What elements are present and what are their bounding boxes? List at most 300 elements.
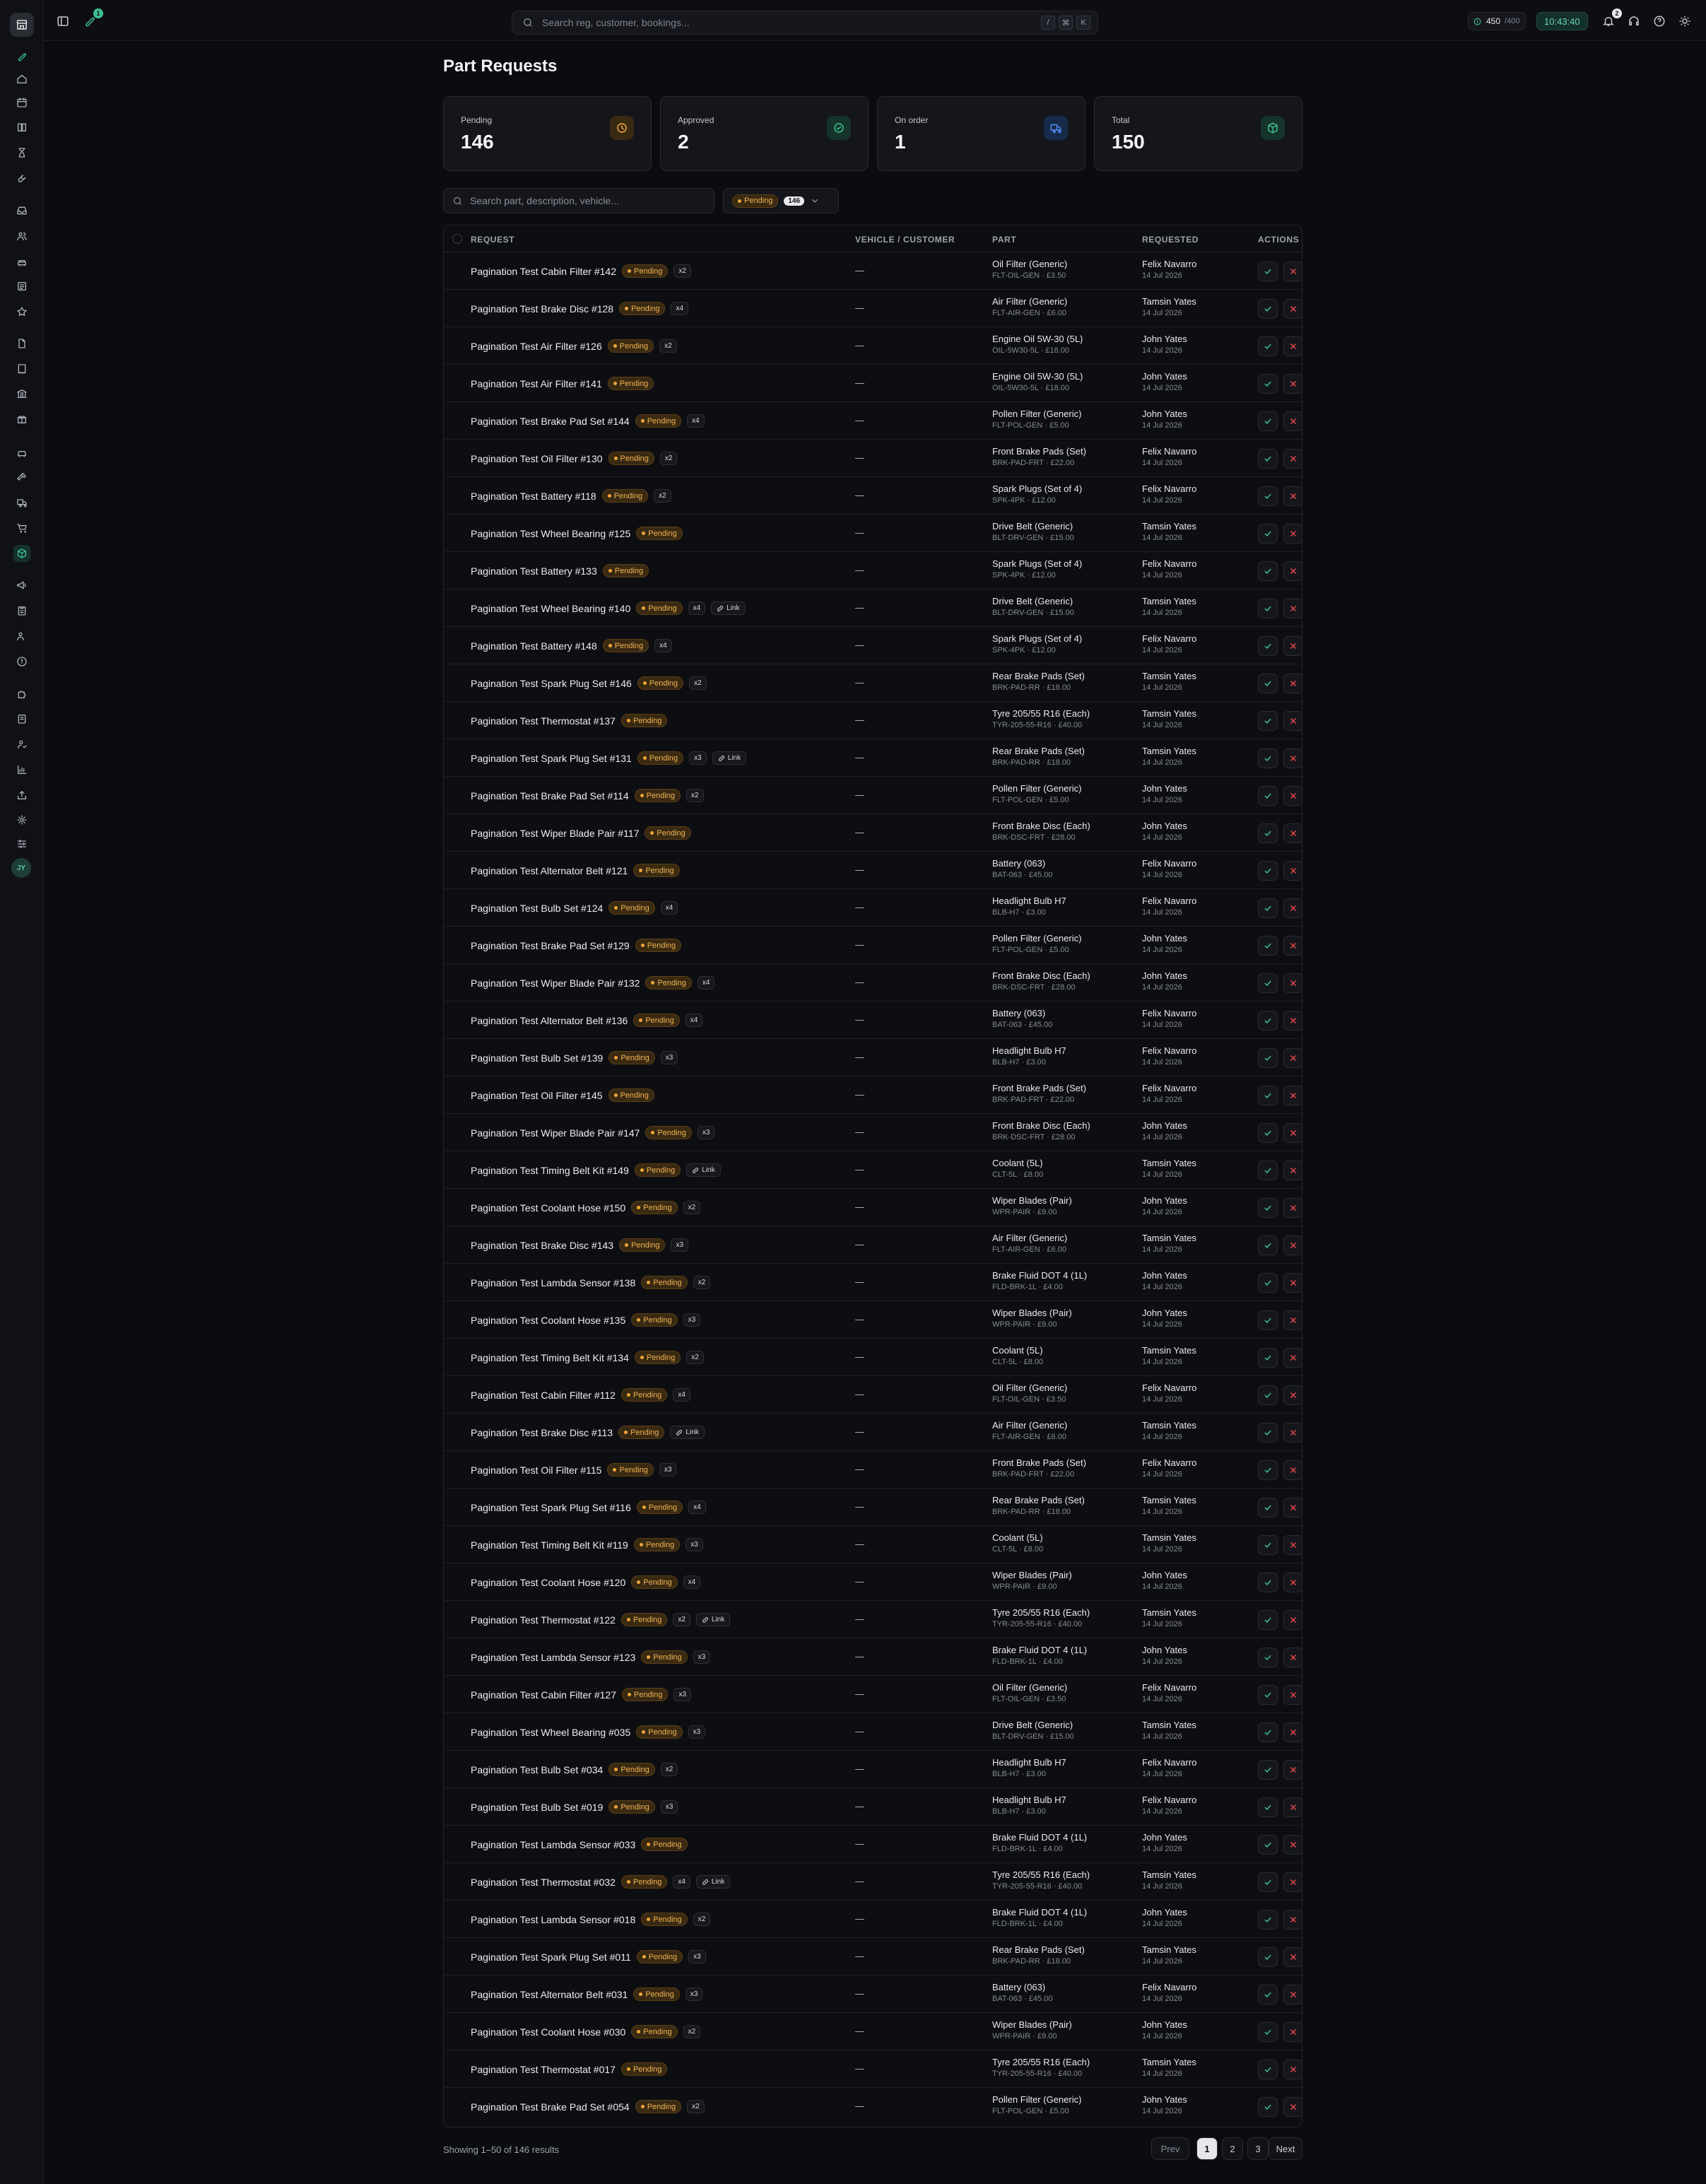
sidebar-item-book[interactable]	[13, 119, 30, 136]
request-title[interactable]: Pagination Test Oil Filter #115	[471, 1464, 602, 1476]
sidebar-item-truck[interactable]	[13, 494, 30, 511]
table-row[interactable]	[444, 777, 1302, 814]
reject-button[interactable]	[1283, 1797, 1302, 1817]
table-row[interactable]	[444, 1601, 1302, 1638]
reject-button[interactable]	[1283, 524, 1302, 544]
request-title[interactable]: Pagination Test Lambda Sensor #033	[471, 1838, 636, 1850]
status-label: Pending	[643, 1315, 672, 1325]
status-label: Pending	[657, 828, 686, 838]
next-page-button[interactable]: Next	[1269, 2137, 1302, 2160]
table-row[interactable]	[444, 2013, 1302, 2050]
table-row[interactable]	[444, 1226, 1302, 1264]
stat-card-total[interactable]	[1094, 96, 1302, 171]
requested-cell	[1142, 1907, 1187, 1928]
approve-button[interactable]	[1258, 1722, 1278, 1742]
table-row[interactable]	[444, 1751, 1302, 1788]
stat-card-pending[interactable]	[443, 96, 652, 171]
approve-button[interactable]	[1258, 1385, 1278, 1405]
table-row[interactable]	[444, 2088, 1302, 2125]
table-row[interactable]	[444, 1975, 1302, 2013]
reject-button[interactable]	[1283, 2060, 1302, 2079]
table-row[interactable]	[444, 739, 1302, 777]
table-row[interactable]	[444, 889, 1302, 927]
reject-button[interactable]	[1283, 748, 1302, 768]
request-cell	[471, 1975, 702, 2013]
link-badge[interactable]	[712, 751, 746, 765]
approve-button[interactable]	[1258, 599, 1278, 618]
table-row[interactable]	[444, 1376, 1302, 1414]
approve-button[interactable]	[1258, 1797, 1278, 1817]
sidebar-item-settings[interactable]	[13, 811, 30, 828]
sidebar-item-cart[interactable]	[13, 519, 30, 536]
reject-button[interactable]	[1283, 861, 1302, 881]
table-row[interactable]	[444, 1938, 1302, 1975]
reject-button[interactable]	[1283, 1310, 1302, 1330]
request-title[interactable]: Pagination Test Alternator Belt #136	[471, 1014, 628, 1026]
request-title[interactable]: Pagination Test Bulb Set #139	[471, 1052, 604, 1064]
calendar-icon	[16, 97, 28, 108]
sidebar-item-team[interactable]	[13, 628, 30, 645]
support-button[interactable]	[1626, 13, 1642, 29]
table-row[interactable]	[444, 1489, 1302, 1526]
request-title[interactable]: Pagination Test Brake Pad Set #144	[471, 415, 630, 427]
request-title[interactable]: Pagination Test Cabin Filter #142	[471, 265, 616, 277]
request-title[interactable]: Pagination Test Bulb Set #019	[471, 1801, 604, 1813]
reject-button[interactable]	[1283, 1011, 1302, 1031]
table-row[interactable]	[444, 402, 1302, 440]
sidebar-item-chart[interactable]	[13, 761, 30, 778]
status-badge	[641, 1650, 687, 1664]
approve-button[interactable]	[1258, 1273, 1278, 1293]
request-title[interactable]: Pagination Test Wiper Blade Pair #147	[471, 1127, 640, 1139]
vehicle-customer-cell: —	[855, 2063, 864, 2074]
table-row[interactable]	[444, 1002, 1302, 1039]
table-row[interactable]	[444, 1264, 1302, 1301]
sidebar-item-file[interactable]	[13, 335, 30, 352]
approve-button[interactable]	[1258, 1310, 1278, 1330]
approve-button[interactable]	[1258, 711, 1278, 731]
approve-button[interactable]	[1258, 299, 1278, 319]
approve-button[interactable]	[1258, 486, 1278, 506]
column-header-requested[interactable]: REQUESTED	[1142, 235, 1199, 245]
request-title[interactable]: Pagination Test Brake Pad Set #129	[471, 939, 630, 951]
rocket-button[interactable]	[82, 10, 100, 29]
link-badge[interactable]	[711, 601, 745, 615]
approve-button[interactable]	[1258, 262, 1278, 281]
reject-button[interactable]	[1283, 973, 1302, 993]
column-header-request[interactable]: REQUEST	[471, 235, 515, 245]
table-row[interactable]	[444, 1676, 1302, 1713]
request-title[interactable]: Pagination Test Coolant Hose #150	[471, 1202, 626, 1214]
approve-button[interactable]	[1258, 524, 1278, 544]
approve-button[interactable]	[1258, 1348, 1278, 1368]
stat-value: 1	[895, 131, 906, 153]
table-row[interactable]	[444, 1526, 1302, 1563]
requested-cell	[1142, 1120, 1187, 1141]
request-title[interactable]: Pagination Test Bulb Set #034	[471, 1763, 604, 1775]
status-dot	[627, 1880, 630, 1884]
table-row[interactable]	[444, 1339, 1302, 1376]
sidebar-item-inbox[interactable]	[13, 202, 30, 219]
reject-button[interactable]	[1283, 674, 1302, 693]
table-row[interactable]	[444, 515, 1302, 552]
sidebar-item-alert[interactable]	[13, 653, 30, 670]
column-header-vehicle[interactable]: VEHICLE / CUSTOMER	[855, 235, 955, 245]
reject-button[interactable]	[1283, 1460, 1302, 1480]
table-row[interactable]	[444, 1563, 1302, 1601]
sidebar-item-rocket[interactable]	[13, 48, 30, 65]
approve-button[interactable]	[1258, 1460, 1278, 1480]
request-title[interactable]: Pagination Test Cabin Filter #127	[471, 1689, 616, 1701]
approve-button[interactable]	[1258, 973, 1278, 993]
request-title[interactable]: Pagination Test Brake Pad Set #054	[471, 2101, 630, 2113]
approve-button[interactable]	[1258, 1760, 1278, 1780]
column-header-part[interactable]: PART	[992, 235, 1017, 245]
requested-cell	[1142, 1757, 1196, 1778]
reject-button[interactable]	[1283, 374, 1302, 394]
approve-button[interactable]	[1258, 1123, 1278, 1143]
column-header-actions: ACTIONS	[1258, 235, 1300, 245]
approve-button[interactable]	[1258, 1947, 1278, 1967]
approve-button[interactable]	[1258, 861, 1278, 881]
table-row[interactable]	[444, 702, 1302, 739]
reject-button[interactable]	[1283, 711, 1302, 731]
table-row[interactable]	[444, 964, 1302, 1002]
reject-button[interactable]	[1283, 1648, 1302, 1667]
approve-button[interactable]	[1258, 2097, 1278, 2117]
approve-button[interactable]	[1258, 411, 1278, 431]
approve-button[interactable]	[1258, 1423, 1278, 1443]
approve-button[interactable]	[1258, 786, 1278, 806]
table-row[interactable]	[444, 1713, 1302, 1751]
notifications-button[interactable]	[1601, 10, 1619, 29]
request-title[interactable]: Pagination Test Coolant Hose #030	[471, 2026, 626, 2038]
help-button[interactable]	[1652, 13, 1667, 29]
request-title[interactable]: Pagination Test Timing Belt Kit #134	[471, 1351, 629, 1363]
approve-button[interactable]	[1258, 1648, 1278, 1667]
sidebar-item-calendar[interactable]	[13, 94, 30, 111]
reject-button[interactable]	[1283, 1123, 1302, 1143]
page-button-1[interactable]: 1	[1196, 2137, 1218, 2160]
approve-button[interactable]	[1258, 936, 1278, 956]
app-logo[interactable]	[10, 13, 34, 37]
status-badge	[631, 1313, 677, 1327]
request-title[interactable]: Pagination Test Wheel Bearing #125	[471, 527, 631, 539]
link-badge[interactable]	[696, 1875, 730, 1889]
table-row[interactable]	[444, 477, 1302, 515]
table-row[interactable]	[444, 327, 1302, 365]
requester-name: Felix Navarro	[1142, 858, 1197, 869]
sidebar-item-bank[interactable]	[13, 385, 30, 402]
request-title[interactable]: Pagination Test Oil Filter #145	[471, 1089, 603, 1101]
reject-button[interactable]	[1283, 1348, 1302, 1368]
reject-button[interactable]	[1283, 1722, 1302, 1742]
request-title[interactable]: Pagination Test Lambda Sensor #018	[471, 1913, 636, 1925]
sidebar-item-hourglass[interactable]	[13, 144, 30, 161]
request-title[interactable]: Pagination Test Timing Belt Kit #119	[471, 1539, 628, 1551]
approve-button[interactable]	[1258, 1011, 1278, 1031]
table-row[interactable]	[444, 252, 1302, 290]
approve-button[interactable]	[1258, 2022, 1278, 2042]
approve-button[interactable]	[1258, 336, 1278, 356]
table-row[interactable]	[444, 1638, 1302, 1676]
approve-button[interactable]	[1258, 1086, 1278, 1105]
table-row[interactable]	[444, 1901, 1302, 1938]
link-badge[interactable]	[686, 1163, 720, 1177]
request-title[interactable]: Pagination Test Spark Plug Set #131	[471, 752, 632, 764]
sidebar-item-gift[interactable]	[13, 411, 30, 428]
table-row[interactable]	[444, 440, 1302, 477]
status-dot	[643, 681, 647, 685]
sidebar-item-sliders[interactable]	[13, 835, 30, 852]
approve-button[interactable]	[1258, 674, 1278, 693]
request-title[interactable]: Pagination Test Lambda Sensor #123	[471, 1651, 636, 1663]
part-search-input[interactable]	[443, 188, 714, 213]
request-title[interactable]: Pagination Test Brake Disc #143	[471, 1239, 614, 1251]
reject-button[interactable]	[1283, 1235, 1302, 1255]
approve-button[interactable]	[1258, 1048, 1278, 1068]
table-row[interactable]	[444, 365, 1302, 402]
reject-button[interactable]	[1283, 823, 1302, 843]
table-row[interactable]	[444, 1151, 1302, 1189]
approve-button[interactable]	[1258, 898, 1278, 918]
reject-button[interactable]	[1283, 1535, 1302, 1555]
approve-button[interactable]	[1258, 1235, 1278, 1255]
approve-button[interactable]	[1258, 1910, 1278, 1930]
approve-button[interactable]	[1258, 1835, 1278, 1855]
request-title[interactable]: Pagination Test Air Filter #141	[471, 377, 602, 389]
vehicle-customer-cell: —	[855, 939, 864, 950]
part-cell	[992, 1345, 1043, 1366]
request-title[interactable]: Pagination Test Alternator Belt #031	[471, 1988, 628, 2000]
table-row[interactable]	[444, 1189, 1302, 1226]
reject-button[interactable]	[1283, 786, 1302, 806]
status-dot	[639, 1992, 642, 1996]
sidebar-item-megaphone[interactable]	[13, 577, 30, 594]
sidebar-item-star[interactable]	[13, 303, 30, 320]
stat-card-approved[interactable]	[660, 96, 869, 171]
table-row[interactable]	[444, 1788, 1302, 1826]
sidebar-item-wrench[interactable]	[13, 170, 30, 187]
sidebar-item-user-check[interactable]	[13, 736, 30, 753]
approve-button[interactable]	[1258, 1198, 1278, 1218]
approve-button[interactable]	[1258, 449, 1278, 469]
status-filter-select[interactable]	[723, 188, 839, 213]
reject-button[interactable]	[1283, 336, 1302, 356]
table-row[interactable]	[444, 1863, 1302, 1901]
approve-button[interactable]	[1258, 636, 1278, 656]
page-button-2[interactable]: 2	[1222, 2137, 1243, 2160]
reject-button[interactable]	[1283, 1273, 1302, 1293]
request-title[interactable]: Pagination Test Brake Pad Set #114	[471, 789, 629, 802]
request-title[interactable]: Pagination Test Lambda Sensor #138	[471, 1276, 636, 1288]
vehicle-customer-cell: —	[855, 1838, 864, 1849]
sidebar-item-hammer[interactable]	[13, 469, 30, 486]
reject-button[interactable]	[1283, 411, 1302, 431]
gift-icon	[16, 413, 28, 425]
prev-page-button[interactable]: Prev	[1151, 2137, 1189, 2160]
vehicle-customer-cell: —	[855, 977, 864, 987]
sidebar-item-home[interactable]	[13, 71, 30, 88]
table-row[interactable]	[444, 664, 1302, 702]
close-icon	[1288, 341, 1298, 351]
select-all-checkbox[interactable]	[452, 234, 462, 244]
request-title[interactable]: Pagination Test Coolant Hose #135	[471, 1314, 626, 1326]
request-title[interactable]: Pagination Test Battery #133	[471, 565, 597, 577]
part-name: Brake Fluid DOT 4 (1L)	[992, 1270, 1088, 1281]
request-title[interactable]: Pagination Test Cabin Filter #112	[471, 1389, 616, 1401]
status-label: Pending	[649, 679, 678, 688]
table-row[interactable]	[444, 927, 1302, 964]
request-title[interactable]: Pagination Test Alternator Belt #121	[471, 864, 628, 876]
request-title[interactable]: Pagination Test Bulb Set #124	[471, 902, 604, 914]
reject-button[interactable]	[1283, 1498, 1302, 1517]
approve-button[interactable]	[1258, 748, 1278, 768]
sidebar-item-notes[interactable]	[13, 710, 30, 727]
reject-button[interactable]	[1283, 561, 1302, 581]
table-row[interactable]	[444, 1114, 1302, 1151]
reject-button[interactable]	[1283, 936, 1302, 956]
sidebar-item-export[interactable]	[13, 787, 30, 804]
approve-button[interactable]	[1258, 1610, 1278, 1630]
vehicle-customer-cell: —	[855, 602, 864, 613]
reject-button[interactable]	[1283, 1086, 1302, 1105]
request-title[interactable]: Pagination Test Wheel Bearing #140	[471, 602, 631, 614]
stat-card-on-order[interactable]	[877, 96, 1086, 171]
reject-button[interactable]	[1283, 2097, 1302, 2117]
sidebar-item-receipt[interactable]	[13, 360, 30, 377]
reject-button[interactable]	[1283, 1985, 1302, 2004]
request-title[interactable]: Pagination Test Thermostat #122	[471, 1614, 616, 1626]
approve-button[interactable]	[1258, 2060, 1278, 2079]
reject-button[interactable]	[1283, 1161, 1302, 1180]
request-title[interactable]: Pagination Test Spark Plug Set #146	[471, 677, 632, 689]
reject-button[interactable]	[1283, 599, 1302, 618]
approve-button[interactable]	[1258, 1685, 1278, 1705]
sidebar-item-puzzle[interactable]	[13, 686, 30, 703]
requested-date: 14 Jul 2026	[1142, 1845, 1182, 1853]
global-search-input[interactable]	[512, 11, 1098, 35]
part-sku-price: TYR-205-55-R16 · £40.00	[992, 721, 1083, 729]
link-badge[interactable]	[670, 1426, 704, 1439]
vehicle-customer-cell: —	[855, 340, 864, 351]
table-row[interactable]	[444, 1039, 1302, 1076]
reject-button[interactable]	[1283, 1947, 1302, 1967]
table-row[interactable]	[444, 814, 1302, 852]
sidebar-toggle-button[interactable]	[55, 13, 71, 29]
request-title[interactable]: Pagination Test Wiper Blade Pair #132	[471, 977, 640, 989]
request-title[interactable]: Pagination Test Battery #118	[471, 490, 596, 502]
page-button-3[interactable]: 3	[1247, 2137, 1269, 2160]
reject-button[interactable]	[1283, 262, 1302, 281]
table-row[interactable]	[444, 552, 1302, 589]
approve-button[interactable]	[1258, 1535, 1278, 1555]
sidebar-item-invoice[interactable]	[13, 278, 30, 295]
request-title[interactable]: Pagination Test Air Filter #126	[471, 340, 602, 352]
reject-button[interactable]	[1283, 449, 1302, 469]
table-row[interactable]	[444, 290, 1302, 327]
inbox-icon	[16, 205, 28, 216]
reject-button[interactable]	[1283, 299, 1302, 319]
reject-button[interactable]	[1283, 1573, 1302, 1592]
request-title[interactable]: Pagination Test Wiper Blade Pair #117	[471, 827, 640, 839]
request-title[interactable]: Pagination Test Spark Plug Set #116	[471, 1501, 631, 1513]
reject-button[interactable]	[1283, 2022, 1302, 2042]
approve-button[interactable]	[1258, 1985, 1278, 2004]
request-title[interactable]: Pagination Test Thermostat #137	[471, 715, 616, 727]
reject-button[interactable]	[1283, 1048, 1302, 1068]
request-title[interactable]: Pagination Test Battery #148	[471, 640, 597, 652]
approve-button[interactable]	[1258, 1498, 1278, 1517]
request-title[interactable]: Pagination Test Thermostat #017	[471, 2063, 616, 2075]
sidebar-item-users[interactable]	[13, 228, 30, 245]
filter-bar	[443, 188, 1302, 213]
table-row[interactable]	[444, 852, 1302, 889]
approve-button[interactable]	[1258, 1573, 1278, 1592]
request-title[interactable]: Pagination Test Oil Filter #130	[471, 452, 603, 464]
reject-button[interactable]	[1283, 1198, 1302, 1218]
request-title[interactable]: Pagination Test Coolant Hose #120	[471, 1576, 626, 1588]
request-title[interactable]: Pagination Test Wheel Bearing #035	[471, 1726, 631, 1738]
reject-button[interactable]	[1283, 1835, 1302, 1855]
request-title[interactable]: Pagination Test Spark Plug Set #011	[471, 1951, 631, 1963]
theme-toggle-button[interactable]	[1677, 13, 1693, 29]
reject-button[interactable]	[1283, 1685, 1302, 1705]
reject-button[interactable]	[1283, 1385, 1302, 1405]
table-row[interactable]	[444, 1451, 1302, 1489]
sidebar-item-car-front[interactable]	[13, 444, 30, 461]
reject-button[interactable]	[1283, 1423, 1302, 1443]
link-icon	[702, 1616, 709, 1624]
reject-button[interactable]	[1283, 1872, 1302, 1892]
table-row[interactable]	[444, 589, 1302, 627]
approve-button[interactable]	[1258, 374, 1278, 394]
request-title[interactable]: Pagination Test Thermostat #032	[471, 1876, 616, 1888]
sidebar-item-car[interactable]	[13, 253, 30, 270]
reject-button[interactable]	[1283, 1910, 1302, 1930]
reject-button[interactable]	[1283, 486, 1302, 506]
table-row[interactable]	[444, 1076, 1302, 1114]
approve-button[interactable]	[1258, 823, 1278, 843]
approve-button[interactable]	[1258, 1872, 1278, 1892]
table-row[interactable]	[444, 627, 1302, 664]
reject-button[interactable]	[1283, 1760, 1302, 1780]
user-avatar[interactable]: JY	[11, 858, 31, 878]
credits-badge[interactable]	[1468, 12, 1526, 30]
approve-button[interactable]	[1258, 561, 1278, 581]
reject-button[interactable]	[1283, 1610, 1302, 1630]
sidebar-item-box[interactable]	[13, 545, 30, 562]
approve-button[interactable]	[1258, 1161, 1278, 1180]
requester-name: Tamsin Yates	[1142, 1532, 1196, 1543]
close-icon	[1288, 379, 1298, 389]
sidebar-item-clipboard[interactable]	[13, 602, 30, 619]
reject-button[interactable]	[1283, 898, 1302, 918]
table-row[interactable]	[444, 1826, 1302, 1863]
table-row[interactable]	[444, 1414, 1302, 1451]
table-row[interactable]	[444, 1301, 1302, 1339]
part-sku-price: CLT-5L · £8.00	[992, 1358, 1044, 1366]
link-badge[interactable]	[696, 1613, 730, 1626]
reject-button[interactable]	[1283, 636, 1302, 656]
request-title[interactable]: Pagination Test Brake Disc #128	[471, 303, 614, 315]
table-row[interactable]	[444, 2050, 1302, 2088]
request-title[interactable]: Pagination Test Brake Disc #113	[471, 1426, 613, 1438]
request-title[interactable]: Pagination Test Timing Belt Kit #149	[471, 1164, 629, 1176]
part-cell	[992, 1944, 1085, 1966]
status-dot	[647, 1843, 650, 1846]
status-label: Pending	[646, 791, 676, 800]
